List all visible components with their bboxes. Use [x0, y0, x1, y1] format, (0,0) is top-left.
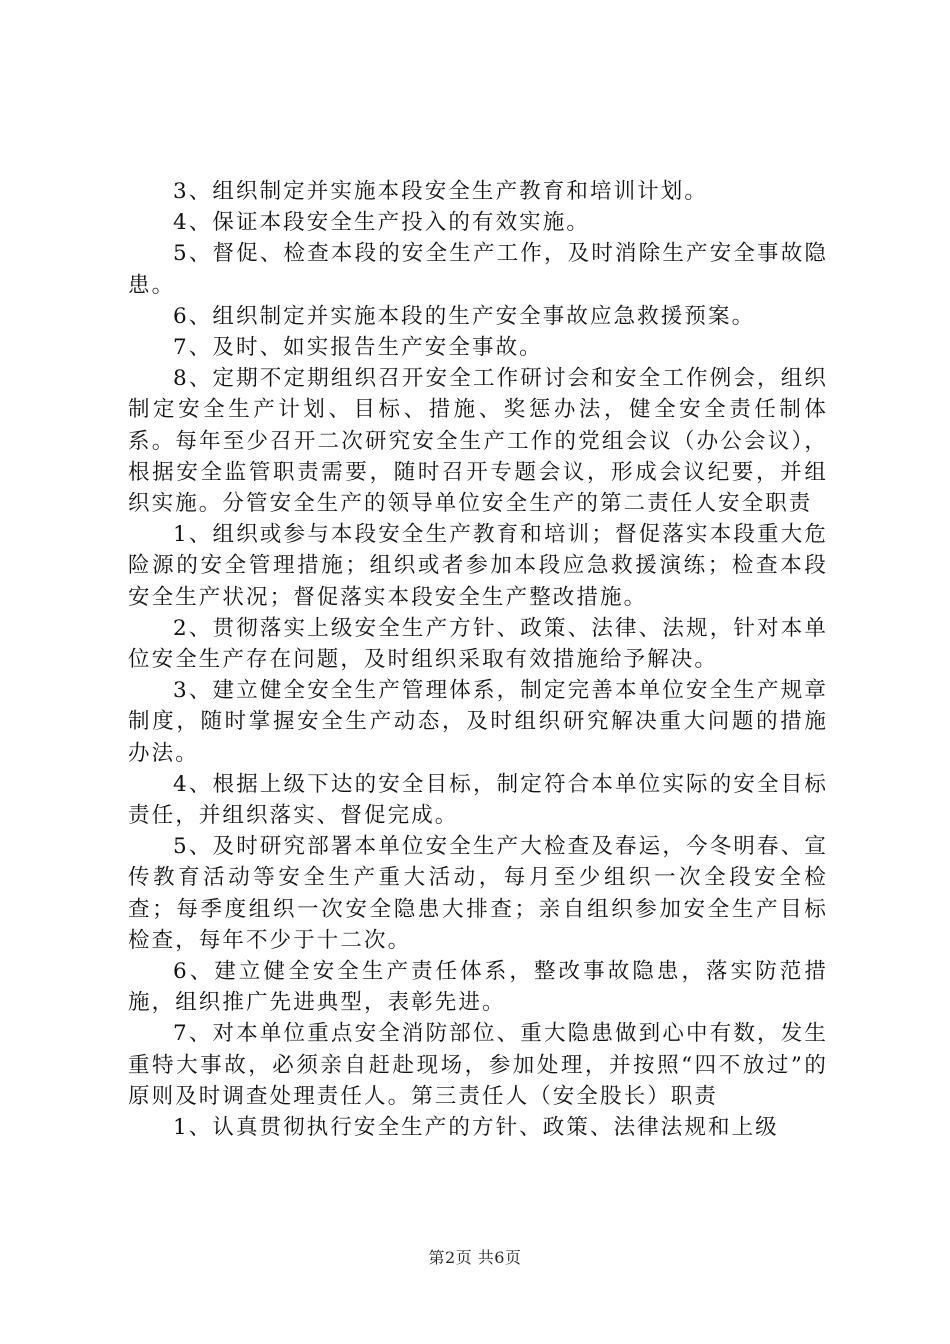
paragraph-item-5-inspection: 5、督促、检查本段的安全生产工作，及时消除生产安全事故隐患。 [128, 241, 828, 298]
paragraph-third-duty-1: 1、认真贯彻执行安全生产的方针、政策、法律法规和上级 [173, 1115, 779, 1141]
paragraph-second-duty-4: 4、根据上级下达的安全目标，制定符合本单位实际的安全目标责任，并组织落实、督促完成。 [128, 771, 828, 829]
paragraph-second-duty-6: 6、建立健全安全生产责任体系，整改事故隐患，落实防范措施，组织推广先进典型，表彰先进。 [128, 959, 828, 1016]
paragraph-second-duty-2: 2、贯彻落实上级安全生产方针、政策、法律、法规，针对本单位安全生产存在问题，及时组织采取有效措施给予解决。 [128, 615, 828, 673]
paragraph-item-6-emergency-plan: 6、组织制定并实施本段的生产安全事故应急救援预案。 [173, 303, 756, 329]
paragraph-item-4-investment: 4、保证本段安全生产投入的有效实施。 [173, 210, 590, 236]
paragraph-second-duty-7: 7、对本单位重点安全消防部位、重大隐患做到心中有数，发生重特大事故，必须亲自赶赴现场，参加处理，并按照“四不放过”的原则及时调查处理责任人。第三责任人（安全股长）职责 [128, 1021, 828, 1109]
paragraph-item-8-meetings: 8、定期不定期组织召开安全工作研讨会和安全工作例会，组织制定安全生产计划、目标、措施、奖惩办法，健全安全责任制体系。每年至少召开二次研究安全生产工作的党组会议（办公会议），根据安全监管职责需要，随时召开专题会议，形成会议纪要，并组织实施。分管安全生产的领导单位安全生产的第二责任人安全职责 [128, 366, 828, 517]
paragraph-second-duty-1: 1、组织或参与本段安全生产教育和培训；督促落实本段重大危险源的安全管理措施；组织或者参加本段应急救援演练；检查本段安全生产状况；督促落实本段安全生产整改措施。 [128, 522, 828, 610]
page-number-footer: 第2页 共6页 [428, 1248, 522, 1267]
paragraph-second-duty-5: 5、及时研究部署本单位安全生产大检查及春运，今冬明春、宣传教育活动等安全生产重大活动，每月至少组织一次全段安全检查；每季度组织一次安全隐患大排查；亲自组织参加安全生产目标检查，每年不少于十二次。 [128, 834, 828, 953]
paragraph-item-7-report: 7、及时、如实报告生产安全事故。 [173, 335, 543, 361]
document-body [128, 176, 828, 1143]
paragraph-second-duty-3: 3、建立健全安全生产管理体系，制定完善本单位安全生产规章制度，随时掌握安全生产动态，及时组织研究解决重大问题的措施办法。 [128, 678, 828, 766]
paragraph-item-3-training-plan: 3、组织制定并实施本段安全生产教育和培训计划。 [173, 179, 708, 204]
